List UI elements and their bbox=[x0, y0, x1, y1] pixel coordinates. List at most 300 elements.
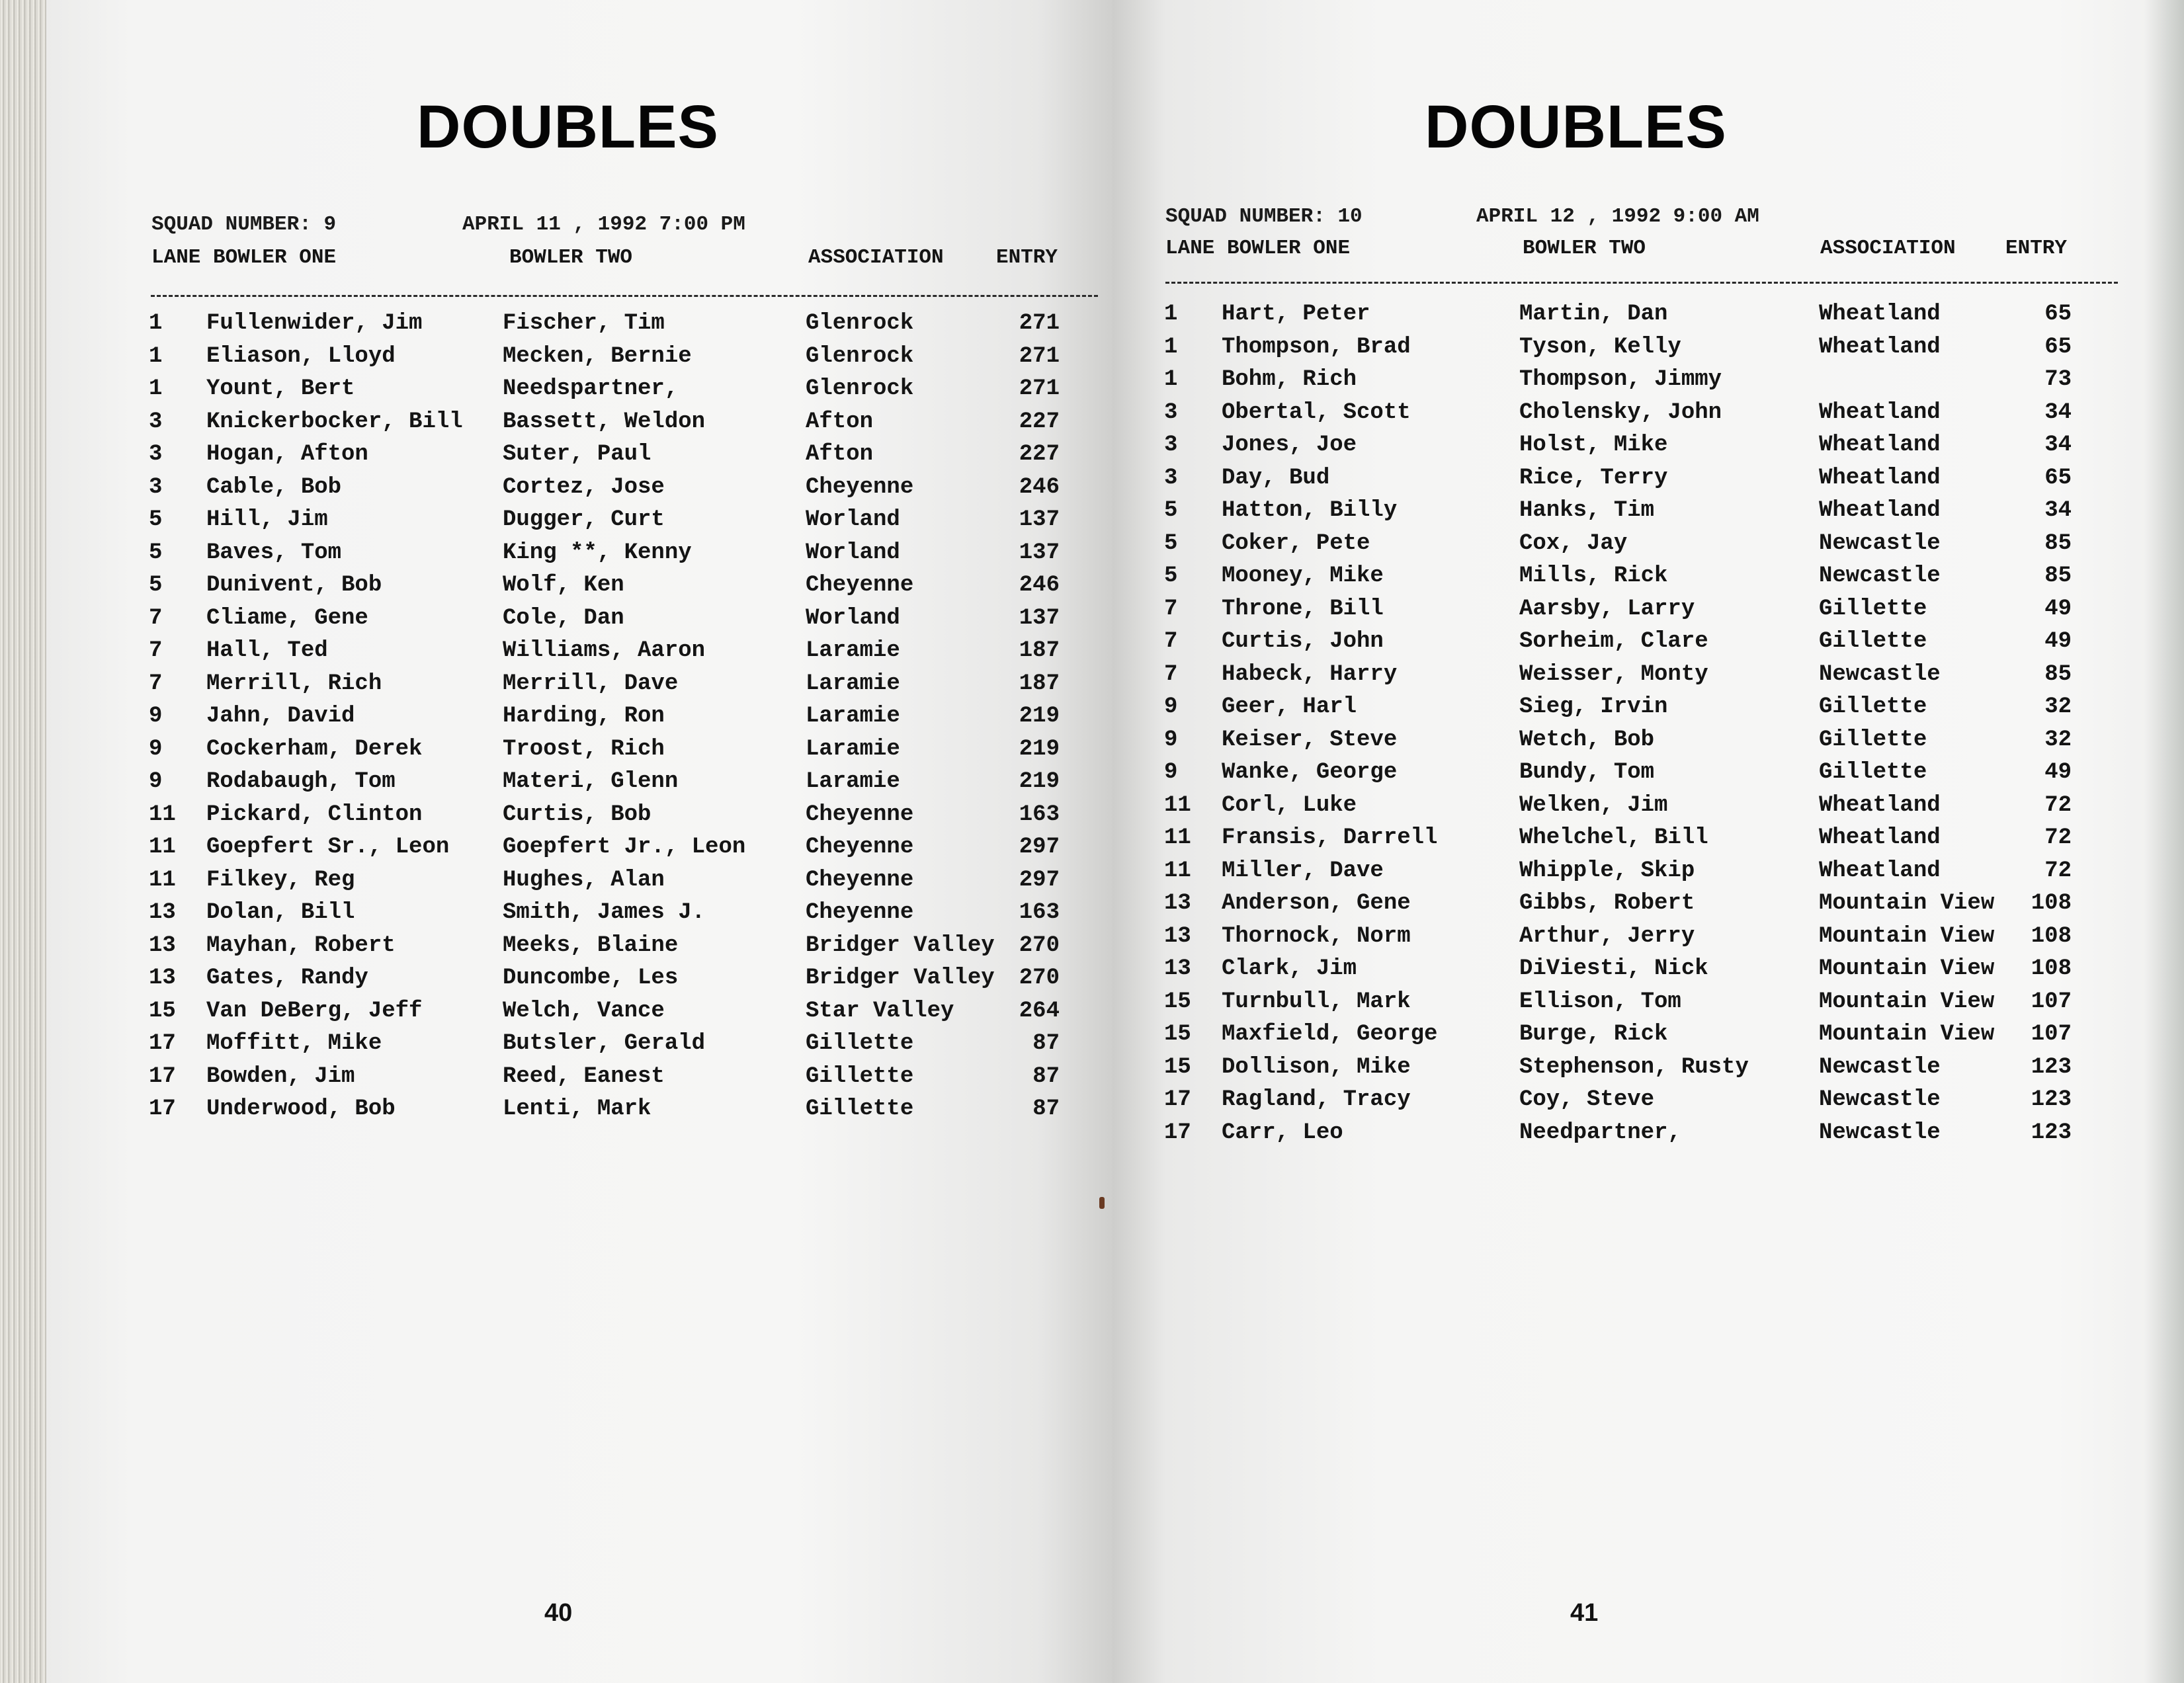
bowler-two: Materi, Glenn bbox=[503, 769, 679, 794]
lane-number: 11 bbox=[149, 867, 176, 893]
lane-number: 13 bbox=[149, 965, 176, 991]
bowler-one: Jones, Joe bbox=[1222, 432, 1357, 458]
bowler-two: Smith, James J. bbox=[503, 900, 706, 925]
association: Gillette bbox=[806, 1031, 914, 1056]
lane-number: 1 bbox=[149, 376, 163, 401]
entry-number: 32 bbox=[2044, 727, 2072, 753]
association: Newcastle bbox=[1819, 563, 1941, 589]
bowler-two: Welch, Vance bbox=[503, 998, 665, 1024]
entry-number: 72 bbox=[2044, 825, 2072, 850]
table-row bbox=[1113, 531, 2072, 563]
entry-number: 271 bbox=[1019, 376, 1060, 401]
bowler-one: Thornock, Norm bbox=[1222, 923, 1411, 949]
bowler-one: Cable, Bob bbox=[206, 474, 342, 500]
lane-number: 9 bbox=[1164, 694, 1178, 719]
association: Wheatland bbox=[1819, 334, 1941, 360]
bowler-two: Suter, Paul bbox=[503, 442, 651, 467]
association: Newcastle bbox=[1819, 1120, 1941, 1145]
bowler-two: Coy, Steve bbox=[1519, 1087, 1655, 1112]
table-row bbox=[1113, 989, 2072, 1021]
bowler-two: Meeks, Blaine bbox=[503, 932, 679, 958]
bowler-two: Williams, Aaron bbox=[503, 638, 706, 663]
bowler-two: Arthur, Jerry bbox=[1519, 923, 1695, 949]
bowler-one: Underwood, Bob bbox=[206, 1096, 396, 1122]
bowler-one: Moffitt, Mike bbox=[206, 1031, 382, 1056]
bowler-one: Anderson, Gene bbox=[1222, 891, 1411, 916]
table-row bbox=[1113, 760, 2072, 792]
bowler-two: Welken, Jim bbox=[1519, 792, 1668, 818]
table-row bbox=[1113, 727, 2072, 759]
lane-number: 5 bbox=[1164, 530, 1178, 556]
bowler-one: Hatton, Billy bbox=[1222, 498, 1398, 523]
table-row bbox=[1113, 1087, 2072, 1119]
entry-number: 246 bbox=[1019, 573, 1060, 598]
association: Worland bbox=[806, 540, 900, 565]
entry-number: 137 bbox=[1019, 605, 1060, 631]
bowler-one: Miller, Dave bbox=[1222, 858, 1384, 883]
association: Laramie bbox=[806, 638, 900, 663]
entry-number: 219 bbox=[1019, 769, 1060, 794]
page-right bbox=[1113, 0, 2184, 1683]
association: Mountain View bbox=[1819, 923, 1995, 949]
association: Cheyenne bbox=[806, 900, 914, 925]
bowler-one: Mayhan, Robert bbox=[206, 932, 396, 958]
association: Newcastle bbox=[1819, 1087, 1941, 1112]
bowler-two: Bassett, Weldon bbox=[503, 409, 706, 434]
entry-number: 270 bbox=[1019, 932, 1060, 958]
association: Gillette bbox=[1819, 760, 1927, 785]
page-left bbox=[46, 0, 1113, 1683]
entry-number: 297 bbox=[1019, 867, 1060, 893]
lane-number: 17 bbox=[1164, 1087, 1191, 1112]
dashed-rule bbox=[151, 295, 1098, 297]
lane-number: 3 bbox=[149, 409, 163, 434]
entry-number: 297 bbox=[1019, 835, 1060, 860]
bowler-two: Whelchel, Bill bbox=[1519, 825, 1708, 850]
lane-number: 3 bbox=[1164, 432, 1178, 458]
lane-number: 5 bbox=[1164, 498, 1178, 523]
entry-number: 49 bbox=[2044, 760, 2072, 785]
bowler-two: Cole, Dan bbox=[503, 605, 624, 631]
association: Mountain View bbox=[1819, 891, 1995, 916]
entry-number: 65 bbox=[2044, 465, 2072, 491]
entry-number: 246 bbox=[1019, 474, 1060, 500]
association: Gillette bbox=[806, 1096, 914, 1122]
page-number: 40 bbox=[544, 1599, 573, 1627]
table-row bbox=[1113, 629, 2072, 661]
lane-number: 13 bbox=[1164, 923, 1191, 949]
bowler-two: Sorheim, Clare bbox=[1519, 629, 1708, 654]
table-row bbox=[46, 606, 1060, 637]
lane-number: 7 bbox=[1164, 629, 1178, 654]
squad-datetime: APRIL 12 , 1992 9:00 AM bbox=[1476, 205, 1759, 228]
bowler-two: Needspartner, bbox=[503, 376, 679, 401]
header-entry: ENTRY bbox=[2005, 237, 2068, 260]
header-entry: ENTRY bbox=[996, 246, 1058, 269]
association: Gillette bbox=[806, 1063, 914, 1089]
header-association: ASSOCIATION bbox=[1820, 237, 1956, 260]
association: Gillette bbox=[1819, 629, 1927, 654]
lane-number: 3 bbox=[149, 474, 163, 500]
table-row bbox=[1113, 793, 2072, 825]
bowler-two: Weisser, Monty bbox=[1519, 661, 1708, 687]
table-row bbox=[1113, 400, 2072, 432]
bowler-one: Cockerham, Derek bbox=[206, 736, 423, 762]
table-row bbox=[1113, 498, 2072, 530]
bowler-two: Burge, Rick bbox=[1519, 1022, 1668, 1047]
bowler-one: Fullenwider, Jim bbox=[206, 311, 423, 336]
lane-number: 15 bbox=[149, 998, 176, 1024]
bowler-one: Obertal, Scott bbox=[1222, 399, 1411, 425]
table-row bbox=[46, 376, 1060, 408]
bowler-one: Dollison, Mike bbox=[1222, 1054, 1411, 1080]
lane-number: 13 bbox=[1164, 891, 1191, 916]
entry-number: 65 bbox=[2044, 334, 2072, 360]
association: Mountain View bbox=[1819, 989, 1995, 1014]
association: Wheatland bbox=[1819, 498, 1941, 523]
association: Cheyenne bbox=[806, 573, 914, 598]
table-row bbox=[46, 540, 1060, 572]
bowler-two: Merrill, Dave bbox=[503, 671, 679, 696]
bowler-two: Troost, Rich bbox=[503, 736, 665, 762]
bowler-two: Hanks, Tim bbox=[1519, 498, 1655, 523]
bowler-one: Jahn, David bbox=[206, 704, 355, 729]
entry-number: 123 bbox=[2031, 1087, 2072, 1112]
bowler-two: Sieg, Irvin bbox=[1519, 694, 1668, 719]
bowler-two: Ellison, Tom bbox=[1519, 989, 1681, 1014]
bowler-one: Keiser, Steve bbox=[1222, 727, 1398, 753]
lane-number: 15 bbox=[1164, 989, 1191, 1014]
table-row bbox=[46, 671, 1060, 703]
entry-number: 227 bbox=[1019, 409, 1060, 434]
bowler-one: Goepfert Sr., Leon bbox=[206, 835, 450, 860]
bowler-two: King **, Kenny bbox=[503, 540, 692, 565]
bowler-two: Wolf, Ken bbox=[503, 573, 624, 598]
entry-number: 271 bbox=[1019, 311, 1060, 336]
bowler-two: Thompson, Jimmy bbox=[1519, 367, 1722, 392]
bowler-one: Gates, Randy bbox=[206, 965, 368, 991]
association: Cheyenne bbox=[806, 474, 914, 500]
entry-number: 219 bbox=[1019, 736, 1060, 762]
entry-number: 87 bbox=[1032, 1031, 1060, 1056]
lane-number: 1 bbox=[1164, 302, 1178, 327]
table-row bbox=[1113, 924, 2072, 956]
bowler-two: Tyson, Kelly bbox=[1519, 334, 1681, 360]
table-row bbox=[1113, 302, 2072, 333]
bowler-two: Rice, Terry bbox=[1519, 465, 1668, 491]
entry-number: 137 bbox=[1019, 540, 1060, 565]
table-row bbox=[46, 802, 1060, 834]
bowler-two: Wetch, Bob bbox=[1519, 727, 1655, 753]
table-row bbox=[46, 344, 1060, 376]
page-number: 41 bbox=[1570, 1599, 1599, 1627]
bowler-one: Bowden, Jim bbox=[206, 1063, 355, 1089]
lane-number: 17 bbox=[149, 1063, 176, 1089]
bowler-two: Hughes, Alan bbox=[503, 867, 665, 893]
bowler-two: Reed, Eanest bbox=[503, 1063, 665, 1089]
association: Wheatland bbox=[1819, 792, 1941, 818]
lane-number: 3 bbox=[1164, 465, 1178, 491]
entry-number: 85 bbox=[2044, 563, 2072, 589]
association: Cheyenne bbox=[806, 867, 914, 893]
lane-number: 15 bbox=[1164, 1022, 1191, 1047]
lane-number: 17 bbox=[149, 1096, 176, 1122]
bowler-two: Needpartner, bbox=[1519, 1120, 1681, 1145]
bowler-one: Hogan, Afton bbox=[206, 442, 368, 467]
lane-number: 7 bbox=[149, 638, 163, 663]
entry-number: 73 bbox=[2044, 367, 2072, 392]
bowler-one: Knickerbocker, Bill bbox=[206, 409, 463, 434]
association: Laramie bbox=[806, 769, 900, 794]
lane-number: 9 bbox=[149, 704, 163, 729]
squad-number: SQUAD NUMBER: 9 bbox=[151, 213, 337, 236]
lane-number: 11 bbox=[149, 835, 176, 860]
association: Wheatland bbox=[1819, 825, 1941, 850]
table-row bbox=[46, 868, 1060, 899]
bowler-one: Merrill, Rich bbox=[206, 671, 382, 696]
association: Cheyenne bbox=[806, 835, 914, 860]
lane-number: 1 bbox=[1164, 367, 1178, 392]
association: Wheatland bbox=[1819, 858, 1941, 883]
bowler-one: Coker, Pete bbox=[1222, 530, 1370, 556]
bowler-two: Gibbs, Robert bbox=[1519, 891, 1695, 916]
entry-number: 123 bbox=[2031, 1054, 2072, 1080]
entry-number: 108 bbox=[2031, 956, 2072, 981]
entry-number: 271 bbox=[1019, 343, 1060, 369]
lane-number: 9 bbox=[1164, 760, 1178, 785]
bowler-two: Mecken, Bernie bbox=[503, 343, 692, 369]
entry-number: 187 bbox=[1019, 638, 1060, 663]
bowler-two: Lenti, Mark bbox=[503, 1096, 651, 1122]
table-row bbox=[1113, 825, 2072, 857]
entry-number: 85 bbox=[2044, 530, 2072, 556]
header-lane-bowler-one: LANE BOWLER ONE bbox=[1165, 237, 1351, 260]
lane-number: 9 bbox=[149, 769, 163, 794]
lane-number: 7 bbox=[149, 671, 163, 696]
bowler-two: Dugger, Curt bbox=[503, 507, 665, 532]
entry-number: 163 bbox=[1019, 900, 1060, 925]
table-row bbox=[1113, 596, 2072, 628]
entry-number: 264 bbox=[1019, 998, 1060, 1024]
entry-number: 34 bbox=[2044, 399, 2072, 425]
bowler-two: Whipple, Skip bbox=[1519, 858, 1695, 883]
lane-number: 1 bbox=[1164, 334, 1178, 360]
entry-number: 270 bbox=[1019, 965, 1060, 991]
table-row bbox=[46, 1096, 1060, 1128]
lane-number: 3 bbox=[149, 442, 163, 467]
association: Gillette bbox=[1819, 596, 1927, 622]
entry-number: 219 bbox=[1019, 704, 1060, 729]
bowler-two: Fischer, Tim bbox=[503, 311, 665, 336]
association: Star Valley bbox=[806, 998, 954, 1024]
bowler-one: Hill, Jim bbox=[206, 507, 328, 532]
table-row bbox=[1113, 1120, 2072, 1152]
entry-number: 187 bbox=[1019, 671, 1060, 696]
entry-number: 163 bbox=[1019, 801, 1060, 827]
bowler-one: Maxfield, George bbox=[1222, 1022, 1438, 1047]
association: Worland bbox=[806, 605, 900, 631]
association: Worland bbox=[806, 507, 900, 532]
association: Mountain View bbox=[1819, 956, 1995, 981]
table-row bbox=[46, 933, 1060, 965]
lane-number: 17 bbox=[149, 1031, 176, 1056]
table-row bbox=[1113, 1055, 2072, 1087]
association: Laramie bbox=[806, 671, 900, 696]
association: Wheatland bbox=[1819, 302, 1941, 327]
lane-number: 9 bbox=[149, 736, 163, 762]
table-row bbox=[46, 573, 1060, 604]
entry-number: 49 bbox=[2044, 629, 2072, 654]
entry-number: 34 bbox=[2044, 432, 2072, 458]
bowler-one: Carr, Leo bbox=[1222, 1120, 1343, 1145]
bowler-two: Holst, Mike bbox=[1519, 432, 1668, 458]
bowler-one: Dolan, Bill bbox=[206, 900, 355, 925]
association: Wheatland bbox=[1819, 465, 1941, 491]
association: Bridger Valley bbox=[806, 932, 995, 958]
entry-number: 87 bbox=[1032, 1063, 1060, 1089]
entry-number: 108 bbox=[2031, 923, 2072, 949]
bowler-one: Dunivent, Bob bbox=[206, 573, 382, 598]
association: Newcastle bbox=[1819, 1054, 1941, 1080]
entry-number: 107 bbox=[2031, 989, 2072, 1014]
table-row bbox=[46, 507, 1060, 539]
bowler-one: Mooney, Mike bbox=[1222, 563, 1384, 589]
bowler-one: Van DeBerg, Jeff bbox=[206, 998, 423, 1024]
header-lane-bowler-one: LANE BOWLER ONE bbox=[151, 246, 337, 269]
association: Glenrock bbox=[806, 376, 914, 401]
bowler-one: Clark, Jim bbox=[1222, 956, 1357, 981]
lane-number: 17 bbox=[1164, 1120, 1191, 1145]
bowler-two: Butsler, Gerald bbox=[503, 1031, 706, 1056]
table-row bbox=[46, 409, 1060, 441]
bowler-one: Day, Bud bbox=[1222, 465, 1330, 491]
bowler-one: Cliame, Gene bbox=[206, 605, 368, 631]
bowler-one: Eliason, Lloyd bbox=[206, 343, 396, 369]
association: Laramie bbox=[806, 736, 900, 762]
lane-number: 5 bbox=[1164, 563, 1178, 589]
bowler-two: Mills, Rick bbox=[1519, 563, 1668, 589]
bowler-one: Hart, Peter bbox=[1222, 302, 1370, 327]
association: Gillette bbox=[1819, 694, 1927, 719]
table-row bbox=[46, 737, 1060, 768]
bowler-two: Stephenson, Rusty bbox=[1519, 1054, 1749, 1080]
bowler-one: Yount, Bert bbox=[206, 376, 355, 401]
association: Cheyenne bbox=[806, 801, 914, 827]
table-row bbox=[46, 311, 1060, 343]
page-title: DOUBLES bbox=[417, 93, 719, 161]
squad-number: SQUAD NUMBER: 10 bbox=[1165, 205, 1363, 228]
lane-number: 5 bbox=[149, 540, 163, 565]
table-row bbox=[1113, 367, 2072, 399]
association: Glenrock bbox=[806, 311, 914, 336]
entry-number: 87 bbox=[1032, 1096, 1060, 1122]
bowler-two: Curtis, Bob bbox=[503, 801, 651, 827]
lane-number: 11 bbox=[149, 801, 176, 827]
association: Bridger Valley bbox=[806, 965, 995, 991]
bowler-two: Bundy, Tom bbox=[1519, 760, 1655, 785]
bowler-one: Habeck, Harry bbox=[1222, 661, 1398, 687]
bowler-one: Rodabaugh, Tom bbox=[206, 769, 396, 794]
bowler-one: Turnbull, Mark bbox=[1222, 989, 1411, 1014]
table-row bbox=[46, 769, 1060, 801]
entry-number: 107 bbox=[2031, 1022, 2072, 1047]
header-bowler-two: BOWLER TWO bbox=[509, 246, 633, 269]
bowler-two: Aarsby, Larry bbox=[1519, 596, 1695, 622]
bowler-two: Harding, Ron bbox=[503, 704, 665, 729]
dashed-rule bbox=[1165, 282, 2118, 284]
table-row bbox=[1113, 694, 2072, 726]
table-row bbox=[46, 999, 1060, 1030]
association: Wheatland bbox=[1819, 399, 1941, 425]
table-row bbox=[46, 1031, 1060, 1063]
lane-number: 7 bbox=[1164, 596, 1178, 622]
lane-number: 11 bbox=[1164, 792, 1191, 818]
entry-number: 49 bbox=[2044, 596, 2072, 622]
lane-number: 13 bbox=[149, 932, 176, 958]
bowler-one: Wanke, George bbox=[1222, 760, 1398, 785]
lane-number: 13 bbox=[1164, 956, 1191, 981]
entry-number: 123 bbox=[2031, 1120, 2072, 1145]
table-row bbox=[46, 442, 1060, 473]
bowler-two: Cortez, Jose bbox=[503, 474, 665, 500]
lane-number: 7 bbox=[149, 605, 163, 631]
table-row bbox=[46, 965, 1060, 997]
squad-datetime: APRIL 11 , 1992 7:00 PM bbox=[462, 213, 745, 236]
association: Laramie bbox=[806, 704, 900, 729]
entry-number: 72 bbox=[2044, 792, 2072, 818]
entry-number: 108 bbox=[2031, 891, 2072, 916]
lane-number: 15 bbox=[1164, 1054, 1191, 1080]
association: Afton bbox=[806, 409, 874, 434]
table-row bbox=[46, 475, 1060, 507]
bowler-one: Geer, Harl bbox=[1222, 694, 1357, 719]
table-row bbox=[46, 1064, 1060, 1096]
entry-number: 137 bbox=[1019, 507, 1060, 532]
bowler-one: Baves, Tom bbox=[206, 540, 342, 565]
table-row bbox=[1113, 662, 2072, 694]
table-row bbox=[1113, 563, 2072, 595]
association: Newcastle bbox=[1819, 530, 1941, 556]
spine-stain bbox=[1099, 1197, 1105, 1209]
bowler-one: Filkey, Reg bbox=[206, 867, 355, 893]
bowler-one: Throne, Bill bbox=[1222, 596, 1384, 622]
lane-number: 7 bbox=[1164, 661, 1178, 687]
entry-number: 85 bbox=[2044, 661, 2072, 687]
table-row bbox=[1113, 858, 2072, 890]
bowler-two: Goepfert Jr., Leon bbox=[503, 835, 746, 860]
page-title: DOUBLES bbox=[1425, 93, 1727, 161]
entry-number: 65 bbox=[2044, 302, 2072, 327]
bowler-two: DiViesti, Nick bbox=[1519, 956, 1708, 981]
association: Mountain View bbox=[1819, 1022, 1995, 1047]
table-row bbox=[1113, 1022, 2072, 1053]
lane-number: 11 bbox=[1164, 858, 1191, 883]
entry-number: 32 bbox=[2044, 694, 2072, 719]
association: Afton bbox=[806, 442, 874, 467]
bowler-two: Cholensky, John bbox=[1519, 399, 1722, 425]
header-bowler-two: BOWLER TWO bbox=[1523, 237, 1646, 260]
bowler-one: Corl, Luke bbox=[1222, 792, 1357, 818]
entry-number: 72 bbox=[2044, 858, 2072, 883]
table-row bbox=[1113, 956, 2072, 988]
bowler-one: Pickard, Clinton bbox=[206, 801, 423, 827]
table-row bbox=[1113, 432, 2072, 464]
bowler-two: Martin, Dan bbox=[1519, 302, 1668, 327]
association: Gillette bbox=[1819, 727, 1927, 753]
lane-number: 1 bbox=[149, 343, 163, 369]
bowler-two: Duncombe, Les bbox=[503, 965, 679, 991]
table-row bbox=[46, 638, 1060, 670]
